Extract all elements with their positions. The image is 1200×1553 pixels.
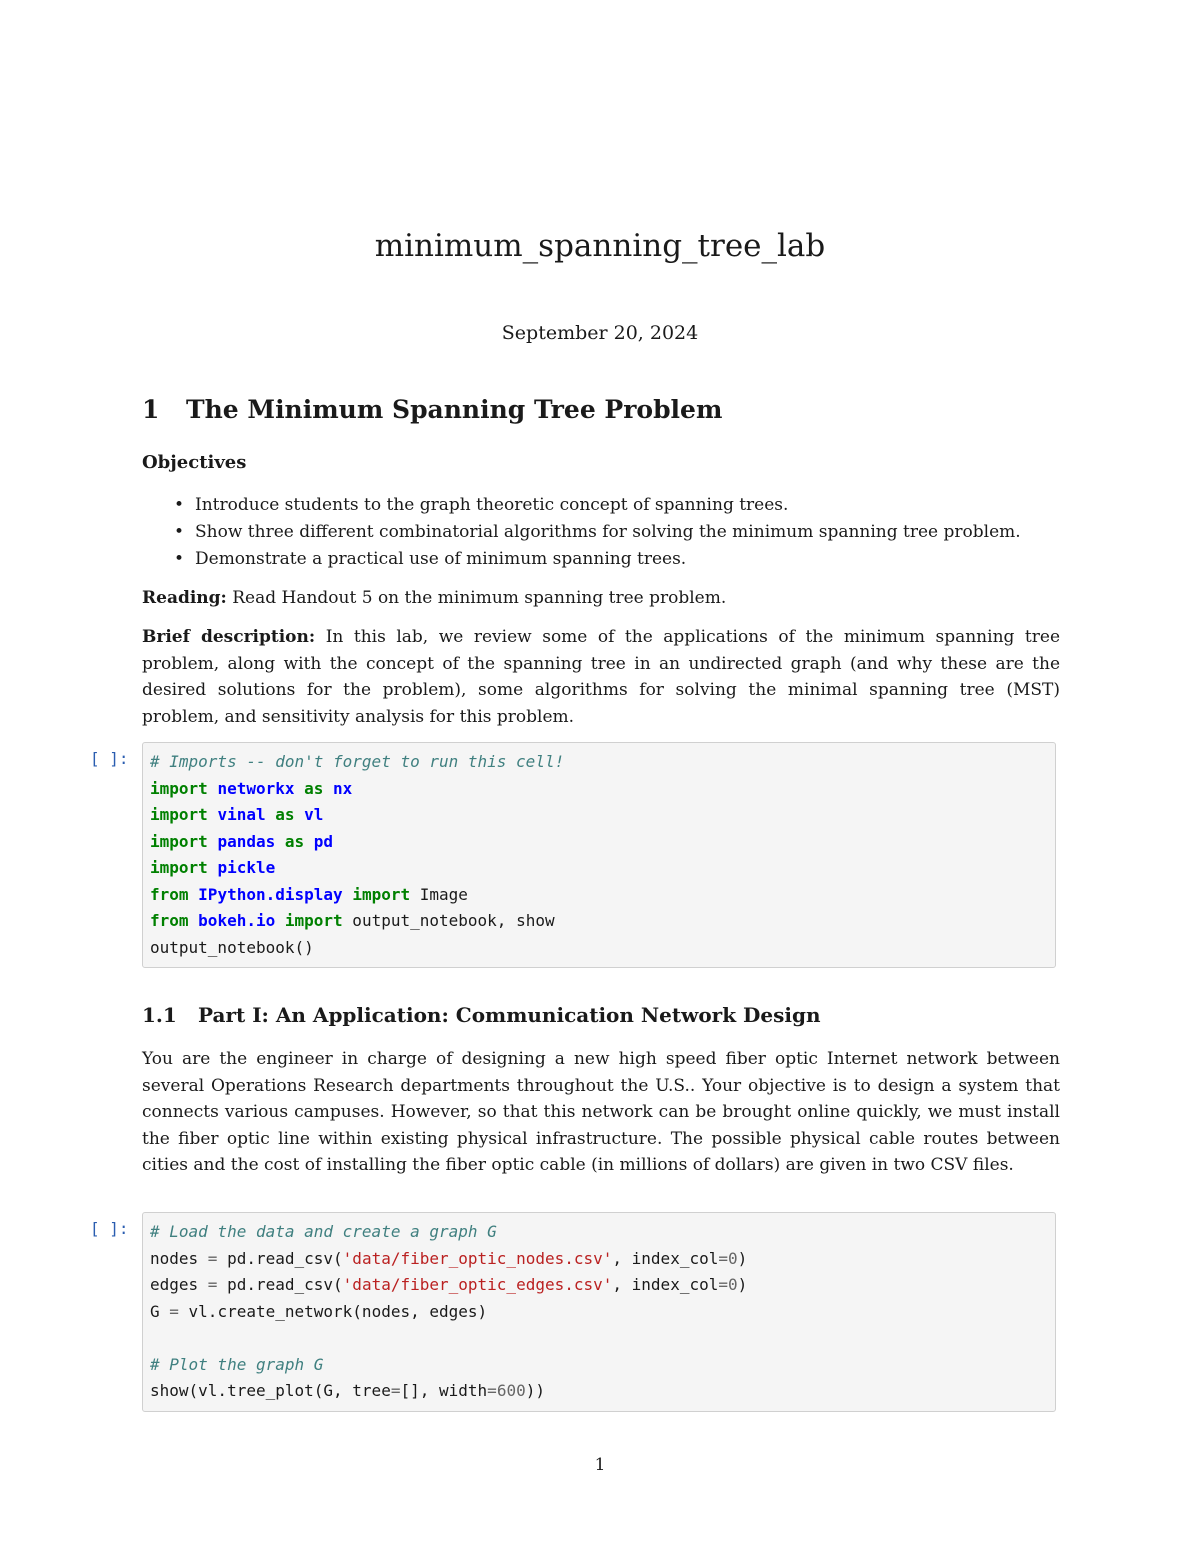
code-block: # Imports -- don't forget to run this cell! import networkx as nx import vinal as vl import pandas as pd import pickle from IPython.display import Image from bokeh.io import output_notebook, show output_notebook(): [150, 752, 565, 957]
brief-label: Brief description:: [142, 627, 316, 647]
list-item: • Introduce students to the graph theoretic concept of spanning trees.: [142, 492, 1062, 519]
subsection-title: Part I: An Application: Communication Network Design: [198, 1003, 821, 1027]
cell-prompt: [ ]:: [90, 1219, 129, 1238]
document-title: minimum_spanning_tree_lab: [374, 228, 826, 264]
document-date: September 20, 2024: [501, 322, 699, 344]
objectives-heading: Objectives: [142, 452, 247, 473]
brief-description-paragraph: [142, 624, 1060, 730]
brief-text: In this lab, we review some of the applications of the minimum spanning tree problem, along with the concept of the spanning tree in an undirected graph (and why these are the desired solutions for the problem), some algorithms for solving the minimal spanning tree (MST) problem, and sensitivity analysis for this problem.: [142, 627, 1061, 727]
section-number: 1: [142, 395, 160, 424]
reading-text: Read Handout 5 on the minimum spanning tree problem.: [226, 588, 727, 608]
section-title: The Minimum Spanning Tree Problem: [186, 395, 723, 424]
list-item: • Demonstrate a practical use of minimum spanning trees.: [142, 546, 1062, 573]
application-paragraph: You are the engineer in charge of designing a new high speed fiber optic Internet network between several Operations Research departments throughout the U.S.. Your objective is to design a system that connects various campuses. However, so that this network can be brought online quickly, we must install the fiber optic line within existing physical infrastructure. The possible physical cable routes between cities and the cost of installing the fiber optic cable (in millions of dollars) are given in two CSV files.: [142, 1049, 1060, 1175]
subsection-heading: [142, 1003, 821, 1027]
code-block: # Load the data and create a graph G nodes = pd.read_csv('data/fiber_optic_nodes.csv', index_col=0) edges = pd.read_csv('data/fiber_optic_edges.csv', index_col=0) G = vl.create_network(nodes, edges) # Plot the graph G show(vl.tree_plot(G, tree=[], width=600)): [150, 1222, 748, 1400]
page-number: 1: [594, 1455, 606, 1475]
code-cell-imports[interactable]: [142, 742, 1056, 968]
code-cell-load-data[interactable]: [142, 1212, 1056, 1412]
reading-paragraph: [142, 585, 1060, 612]
subsection-number: 1.1: [142, 1003, 177, 1027]
section-heading: [142, 395, 722, 424]
objectives-list: [142, 492, 1062, 573]
reading-label: Reading:: [142, 588, 227, 608]
list-item: • Show three different combinatorial algorithms for solving the minimum spanning tree problem.: [142, 519, 1062, 546]
cell-prompt: [ ]:: [90, 749, 129, 768]
